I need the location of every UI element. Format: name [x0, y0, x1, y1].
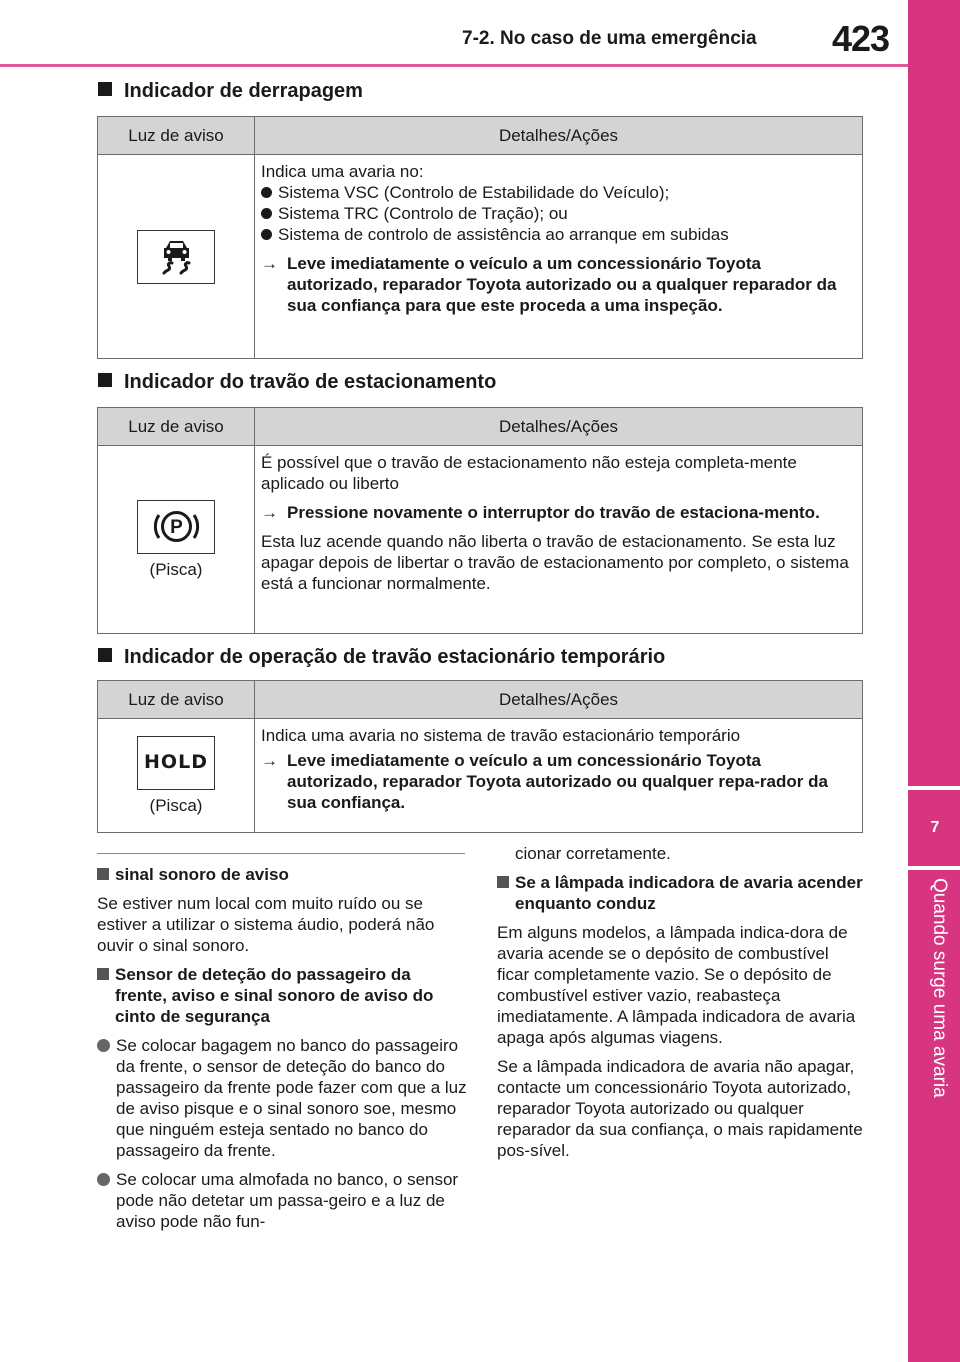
note-heading	[97, 964, 467, 1027]
hold-icon	[137, 736, 215, 790]
parking-brake-details-cell	[255, 446, 863, 634]
action-item	[261, 502, 856, 523]
note-bullet-text: Se colocar uma almofada no banco, o sensor pode não detetar um passa-geiro e a luz de aviso pode não fun-	[116, 1170, 459, 1231]
skid-details-cell	[255, 155, 863, 359]
side-tab-gap-bottom	[908, 866, 960, 870]
chapter-header-title: 7-2. No caso de uma emergência	[462, 28, 757, 49]
section-heading-text: Indicador do travão de estacionamento	[124, 371, 497, 393]
notes-left-column	[97, 864, 467, 1240]
action-text: Leve imediatamente o veículo a um concessionário Toyota autorizado, reparador Toyota autorizado ou qualquer repa-rador da sua confiança.	[287, 751, 828, 812]
heading-square-marker	[98, 373, 112, 387]
hold-details-cell	[255, 719, 863, 833]
skid-icon-cell	[98, 155, 255, 359]
note-heading	[497, 872, 863, 914]
skid-intro: Indica uma avaria no:	[261, 162, 424, 181]
bullet-dot-icon	[261, 187, 272, 198]
note-heading-text: Se a lâmpada indicadora de avaria acender enquanto conduz	[515, 873, 863, 913]
arrow-icon: →	[261, 503, 278, 522]
skid-indicator-table	[97, 116, 863, 359]
header-divider	[0, 64, 908, 67]
note-bullet	[97, 1035, 467, 1161]
action-item	[261, 253, 856, 316]
note-bullet-text: Se colocar bagagem no banco do passageiro da frente, o sensor de deteção do banco do passageiro da frente pode fazer com que a luz de aviso pisque e o sinal sonoro soe, mesmo que ninguém esteja sentado no banco do passageiro da frente.	[116, 1036, 467, 1160]
icon-caption: (Pisca)	[149, 795, 203, 815]
section-heading-hold	[98, 646, 665, 669]
hold-icon-cell	[98, 719, 255, 833]
bullet-text: Sistema TRC (Controlo de Tração); ou	[278, 204, 568, 223]
note-heading-text: Sensor de deteção do passageiro da frente, aviso e sinal sonoro de aviso do cinto de segurança	[115, 965, 434, 1026]
action-text: Pressione novamente o interruptor do travão de estaciona-mento.	[287, 503, 820, 522]
col-header-details: Detalhes/Ações	[255, 681, 863, 719]
col-header-details: Detalhes/Ações	[255, 117, 863, 155]
parking-brake-icon-cell	[98, 446, 255, 634]
col-header-warning-light: Luz de aviso	[98, 117, 255, 155]
hold-indicator-table	[97, 680, 863, 833]
detail-text: É possível que o travão de estacionamento não esteja completa-mente aplicado ou liberto	[261, 453, 797, 493]
bullet-text: Sistema de controlo de assistência ao arranque em subidas	[278, 225, 729, 244]
bullet-item	[261, 224, 856, 245]
note-paragraph: Em alguns modelos, a lâmpada indica-dora de avaria acende se o depósito de combustível ficar completamente vazio. Se o depósito de combustível estiver vazio, reabasteça imediatamente. A lâmpada indicadora de avaria apaga após algumas viagens.	[497, 923, 856, 1047]
note-continuation: cionar corretamente.	[515, 844, 671, 863]
col-header-details: Detalhes/Ações	[255, 408, 863, 446]
detail-text: Indica uma avaria no sistema de travão estacionário temporário	[261, 726, 741, 745]
section-heading-parking-brake	[98, 371, 496, 394]
note-square-marker	[97, 868, 109, 880]
bullet-dot-icon	[97, 1173, 110, 1186]
col-header-warning-light: Luz de aviso	[98, 681, 255, 719]
note-paragraph: Se estiver num local com muito ruído ou se estiver a utilizar o sistema áudio, poderá não ouvir o sinal sonoro.	[97, 894, 435, 955]
icon-caption: (Pisca)	[149, 559, 203, 579]
arrow-icon: →	[261, 254, 278, 273]
bullet-text: Sistema VSC (Controlo de Estabilidade do Veículo);	[278, 183, 670, 202]
action-item	[261, 750, 856, 813]
bullet-dot-icon	[261, 229, 272, 240]
bullet-dot-icon	[261, 208, 272, 219]
note-heading-text: sinal sonoro de aviso	[115, 865, 289, 884]
col-header-warning-light: Luz de aviso	[98, 408, 255, 446]
note-paragraph: Se a lâmpada indicadora de avaria não apagar, contacte um concessionário Toyota autorizado, reparador Toyota autorizado ou qualquer reparador da sua confiança, o mais rapidamente pos-sível.	[497, 1057, 863, 1160]
section-heading-text: Indicador de operação de travão estacionário temporário	[124, 646, 666, 668]
hold-icon-label: HOLD	[144, 750, 208, 773]
notes-divider	[97, 853, 465, 854]
detail-text: Esta luz acende quando não liberta o travão de estacionamento. Se esta luz apagar depois de libertar o travão de estacionamento por completo, o sistema está a funcionar normalmente.	[261, 532, 849, 593]
action-text: Leve imediatamente o veículo a um concessionário Toyota autorizado, reparador Toyota autorizado ou a qualquer reparador da sua confiança para que este proceda a uma inspeção.	[287, 254, 837, 315]
note-heading	[97, 864, 467, 885]
note-square-marker	[97, 968, 109, 980]
parking-brake-table	[97, 407, 863, 634]
arrow-icon: →	[261, 751, 278, 770]
heading-square-marker	[98, 648, 112, 662]
notes-right-column	[497, 843, 863, 1169]
bullet-item	[261, 182, 856, 203]
svg-text:P: P	[169, 516, 183, 538]
parking-brake-icon	[137, 500, 215, 554]
bullet-item	[261, 203, 856, 224]
side-chapter-title: Quando surge uma avaria	[929, 878, 950, 1098]
section-heading-skid	[98, 80, 363, 103]
note-bullet	[97, 1169, 467, 1232]
side-chapter-number: 7	[910, 790, 960, 866]
note-square-marker	[497, 876, 509, 888]
section-heading-text: Indicador de derrapagem	[124, 80, 363, 102]
skid-car-icon	[137, 230, 215, 284]
page-number: 423	[832, 18, 890, 59]
bullet-dot-icon	[97, 1039, 110, 1052]
heading-square-marker	[98, 82, 112, 96]
